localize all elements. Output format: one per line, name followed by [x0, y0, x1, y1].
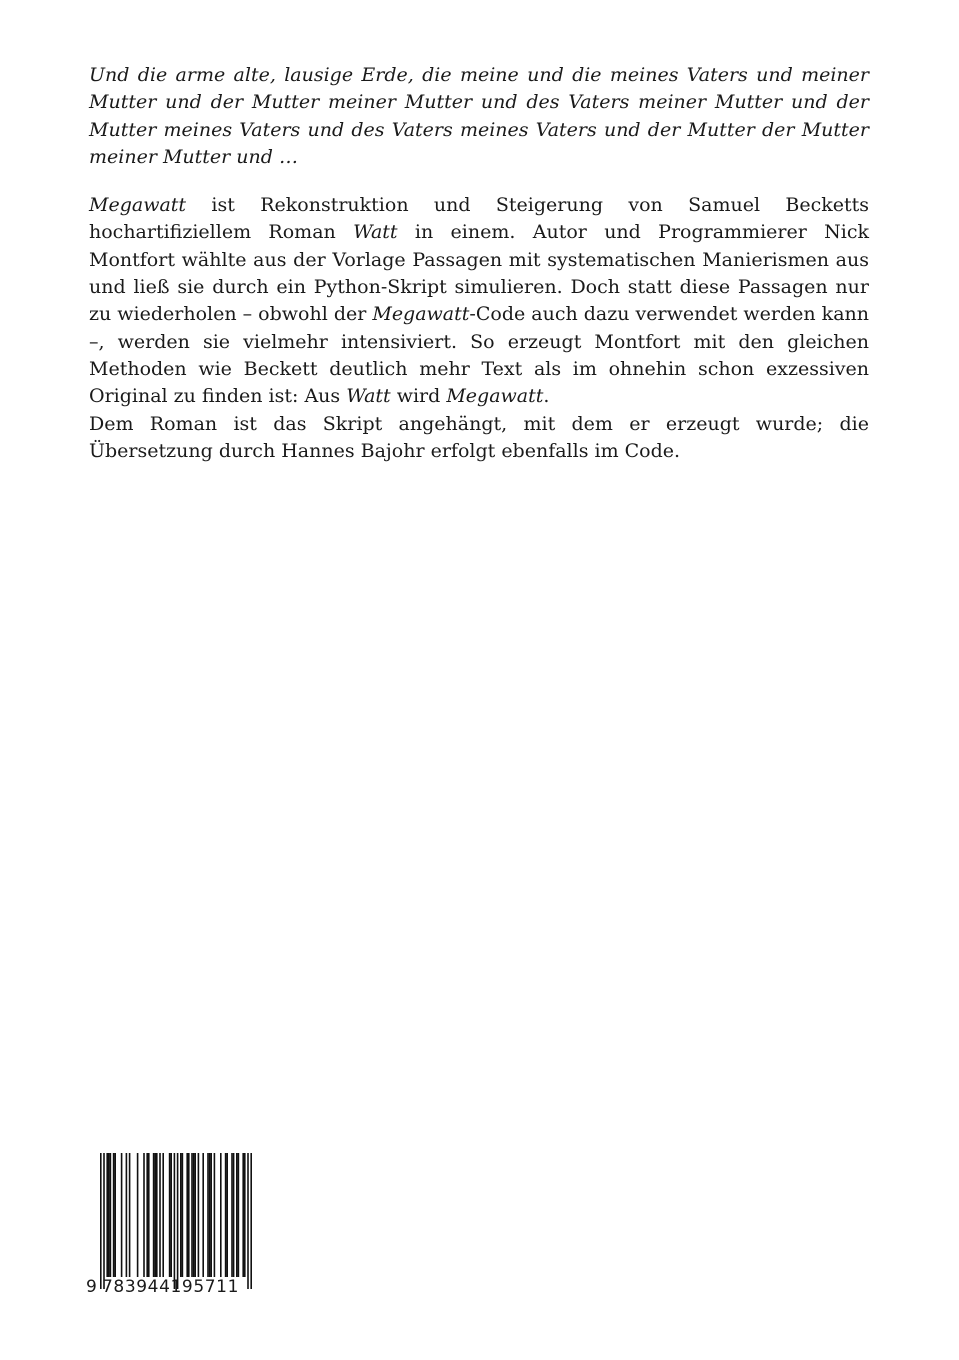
blurb-text-4: wird: [390, 385, 447, 408]
barcode-bar: [209, 1153, 211, 1277]
script-note-paragraph: Dem Roman ist das Skript angehängt, mit dem er erzeugt wurde; die Übersetzung durch Hannes Bajohr erfolgt ebenfalls im Code.: [89, 412, 869, 462]
barcode-bar: [225, 1153, 227, 1277]
megawatt-title-italic-2: Megawatt: [446, 385, 544, 408]
barcode-bar: [214, 1153, 216, 1277]
barcode-bar: [186, 1153, 188, 1277]
barcode-bar: [162, 1153, 164, 1277]
barcode-bar: [159, 1153, 161, 1277]
barcode-first-digit: 9: [86, 1277, 97, 1297]
watt-title-italic-2: Watt: [346, 385, 391, 408]
barcode-bar: [137, 1153, 139, 1277]
barcode-bar: [156, 1153, 158, 1277]
barcode-bar: [244, 1153, 246, 1277]
barcode-bar: [226, 1153, 228, 1277]
barcode-bar: [210, 1153, 212, 1277]
barcode-bar: [108, 1153, 110, 1277]
barcode-bar: [193, 1153, 195, 1277]
barcode-bar: [106, 1153, 108, 1277]
epigraph-quote: Und die arme alte, lausige Erde, die meine und die meines Vaters und meiner Mutter und der Mutter meiner Mutter und des Vaters meiner Mutter und der Mutter meines Vaters und des Vaters meines Vaters und der Mutter der Mutter meiner Mutter und …: [89, 64, 869, 168]
barcode-bar: [247, 1153, 249, 1289]
barcode-bar: [182, 1153, 184, 1277]
barcode-bar: [238, 1153, 240, 1277]
barcode-bar: [191, 1153, 193, 1277]
megawatt-code-italic: Megawatt: [372, 303, 470, 326]
barcode-bar: [174, 1153, 176, 1289]
barcode-bar: [233, 1153, 235, 1277]
barcode-bar: [110, 1153, 112, 1277]
barcode-bar: [114, 1153, 116, 1277]
barcode-bar: [207, 1153, 209, 1277]
barcode-bar: [194, 1153, 196, 1277]
barcode-bar: [129, 1153, 131, 1277]
barcode-bar: [250, 1153, 252, 1289]
barcode-bar: [100, 1153, 102, 1289]
barcode-remaining-digits: 783944195711: [102, 1277, 239, 1297]
barcode-bar: [121, 1153, 123, 1277]
barcode-bar: [220, 1153, 222, 1277]
barcode-bar: [231, 1153, 233, 1277]
barcode-bar: [126, 1153, 128, 1277]
blurb-text-1: ist Rekonstruktion und Steigerung von Samuel Becketts hochartifiziellem Roman: [89, 194, 869, 244]
barcode-bar: [202, 1153, 204, 1277]
barcode-bar: [236, 1153, 238, 1277]
barcode-bar: [113, 1153, 115, 1277]
barcode-bar: [198, 1153, 200, 1277]
blurb-paragraph: [89, 192, 869, 410]
watt-title-italic: Watt: [353, 221, 398, 244]
barcode-bar: [169, 1153, 171, 1277]
barcode-bar: [188, 1153, 190, 1277]
blurb-text-2: in einem. Autor und Programmierer Nick Montfort wählte aus der Vorlage Passagen mit systematischen Manierismen aus und ließ sie durch ein Python-Skript simulieren. Doch statt diese Passagen nur zu wiederholen – obwohl der: [89, 221, 869, 326]
barcode-bar: [148, 1153, 150, 1277]
barcode-bar: [154, 1153, 156, 1277]
barcode-bar: [180, 1153, 182, 1277]
book-title-italic: Megawatt: [89, 194, 187, 217]
barcode-bar: [242, 1153, 244, 1277]
barcode-digits: [86, 1277, 254, 1299]
blurb-text-5: .: [543, 385, 550, 408]
barcode-bar: [143, 1153, 145, 1277]
blurb-text-3: -Code auch dazu verwendet werden kann –, werden sie vielmehr intensiviert. So erzeugt Montfort mit den gleichen Methoden wie Beckett deutlich mehr Text als im ohnehin schon exzessiven Original zu finden ist: Aus: [89, 303, 869, 408]
barcode-bar: [177, 1153, 179, 1289]
barcode-bar: [153, 1153, 155, 1277]
barcode-bar: [170, 1153, 172, 1277]
barcode-bar: [146, 1153, 148, 1277]
barcode-bar: [103, 1153, 105, 1289]
back-cover-text: [89, 62, 869, 465]
isbn-barcode: [86, 1153, 254, 1298]
